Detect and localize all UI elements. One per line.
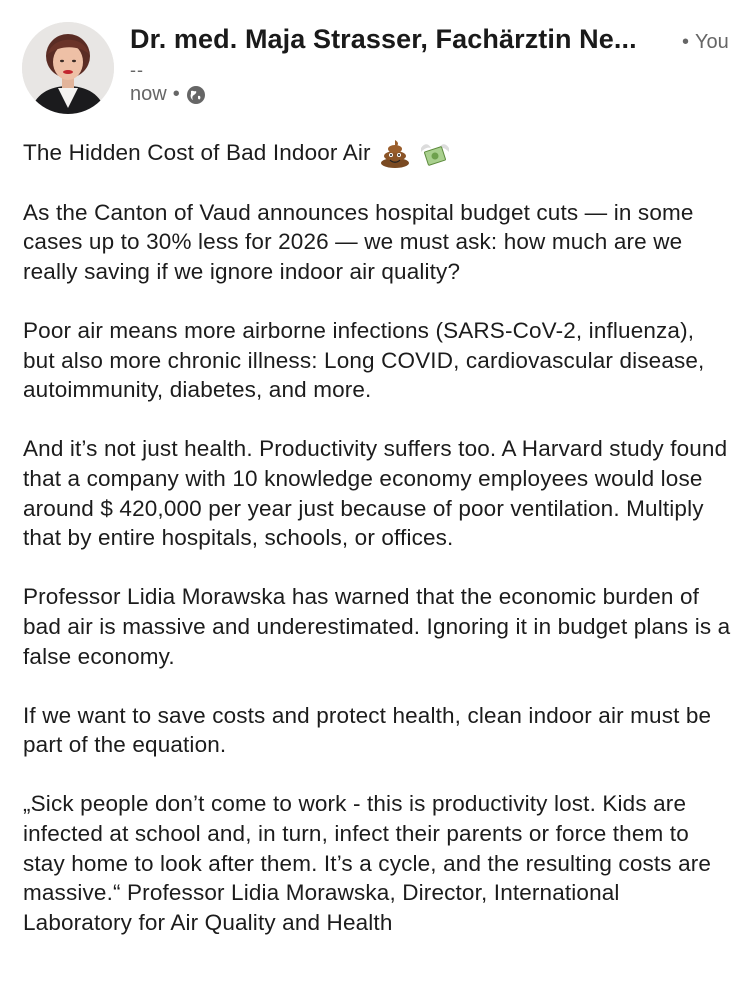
- post-paragraph-5: If we want to save costs and protect health, clean indoor air must be part of the equation.: [23, 702, 712, 758]
- profile-photo-icon: [22, 22, 114, 114]
- author-avatar[interactable]: [22, 22, 114, 114]
- post-header: [0, 0, 749, 120]
- post-meta: [130, 83, 206, 106]
- globe-icon[interactable]: [186, 85, 206, 105]
- post-paragraph-2: Poor air means more airborne infections (SARS-CoV-2, influenza), but also more chronic illness: Long COVID, cardiovascular disease, autoimmunity, diabetes, and more.: [23, 317, 705, 403]
- poop-emoji-icon: [379, 138, 411, 168]
- post-paragraph-1: As the Canton of Vaud announces hospital budget cuts — in some cases up to 30% less for 2026 — we must ask: how much are we really saving if we ignore indoor air quality?: [23, 199, 694, 284]
- post-title: The Hidden Cost of Bad Indoor Air: [23, 140, 371, 166]
- post-paragraph-6: „Sick people don’t come to work - this is productivity lost. Kids are infected at school and, in turn, infect their parents or force them to stay home to look after them. It’s a cycle, and the resulting costs are massive.“ Professor Lidia Morawska, Director, International Laboratory for Air Quality and Health: [23, 791, 712, 935]
- author-name[interactable]: Dr. med. Maja Strasser, Fachärztin Ne...: [130, 24, 637, 54]
- connection-degree: [682, 31, 729, 54]
- post-paragraph-3: And it’s not just health. Productivity suffers too. A Harvard study found that a company with 10 knowledge economy employees would lose around $ 420,000 per year just because of poor ventilation. Multiply that by entire hospitals, schools, or offices.: [23, 436, 728, 551]
- post-body: [23, 138, 731, 967]
- author-headline: --: [130, 60, 144, 80]
- connection-degree-label: You: [695, 31, 729, 53]
- post-time: now: [130, 83, 167, 105]
- post-paragraph-4: Professor Lidia Morawska has warned that the economic burden of bad air is massive and underestimated. Ignoring it in budget plans is a false economy.: [23, 584, 731, 669]
- meta-separator: •: [172, 83, 180, 105]
- post-title-line: [23, 138, 731, 168]
- money-with-wings-emoji-icon: [419, 138, 451, 168]
- degree-separator: •: [682, 31, 690, 53]
